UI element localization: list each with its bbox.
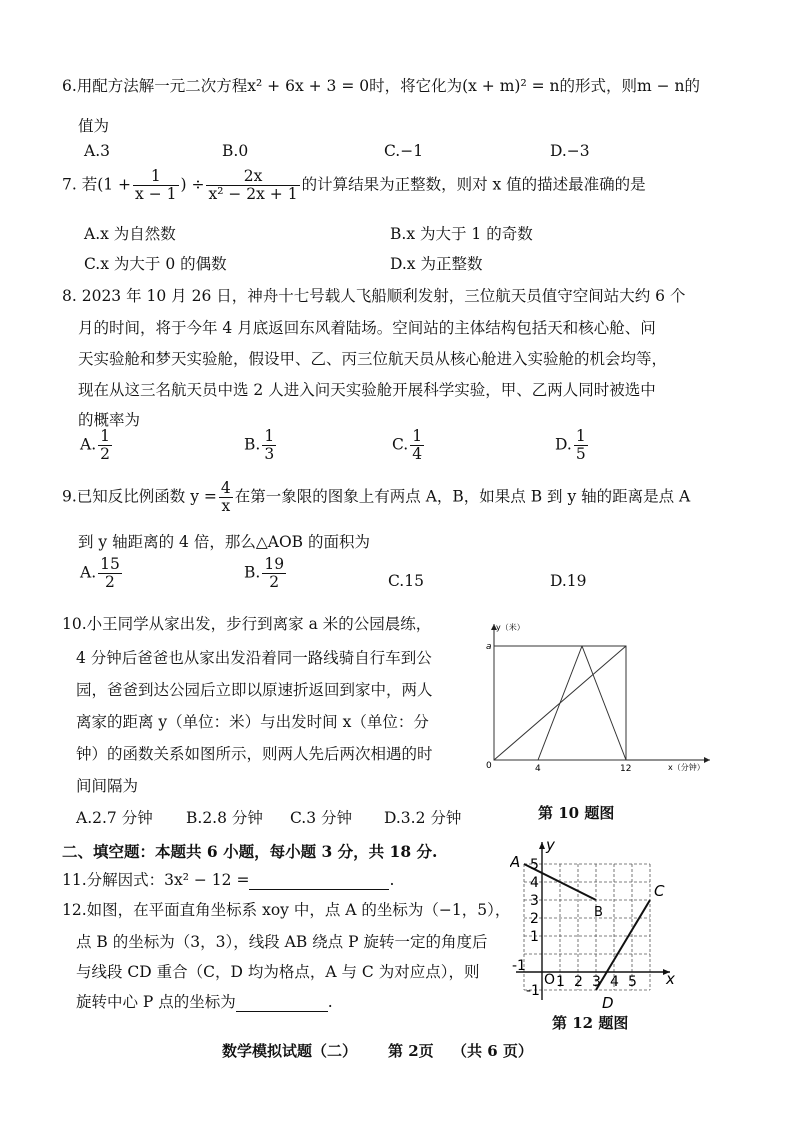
q10-tick-4: 4: [535, 764, 541, 774]
q12-grid: [524, 864, 650, 990]
q10-line-4: 离家的距离 y（单位：米）与出发时间 x（单位：分: [76, 713, 429, 731]
q8-line-3: 天实验舱和梦天实验舱，假设甲、乙、丙三位航天员从核心舱进入实验舱的机会均等，: [78, 350, 668, 368]
q9-b-num: 19: [264, 555, 285, 573]
q12-point-a: A: [510, 853, 521, 871]
q8-b-den: 3: [264, 445, 275, 463]
q12-y-label: y: [546, 836, 555, 854]
q12-ytick-3: 3: [530, 893, 539, 909]
q6-option-c: C.−1: [384, 142, 424, 160]
q10-line-5: 钟）的函数关系如图所示，则两人先后两次相遇的时: [76, 745, 433, 763]
q7-f2-den: x² − 2x + 1: [208, 185, 298, 203]
q10-tick-12: 12: [620, 764, 632, 774]
q12-suffix: .: [327, 993, 333, 1011]
q7-f2-num: 2x: [206, 168, 299, 186]
q7-stem: [62, 168, 646, 203]
q10-option-a: A.2.7 分钟: [76, 809, 153, 827]
q12-xtick-1: 1: [556, 974, 565, 990]
q12-xtick-2: 2: [574, 974, 583, 990]
q12-line-4-text: 旋转中心 P 点的坐标为: [76, 993, 236, 1011]
q12-line-3: 与线段 CD 重合（C，D 均为格点，A 与 C 为对应点），则: [76, 963, 480, 981]
q10-option-c: C.3 分钟: [290, 809, 353, 827]
q10-dad-out-line: [538, 646, 582, 760]
q12-y-arrow: [539, 842, 545, 849]
q7-fraction-2: [206, 168, 299, 203]
q12-xtick-4: 4: [610, 974, 619, 990]
q10-a-label: a: [486, 642, 492, 652]
q8-a-num: 1: [100, 427, 110, 445]
q9-prefix: 9.已知反比例函数 y =: [62, 487, 217, 506]
q10-origin-label: 0: [486, 761, 492, 771]
q12-xtick-5: 5: [628, 974, 637, 990]
section-2-heading: 二、填空题：本题共 6 小题，每小题 3 分，共 18 分.: [62, 842, 438, 861]
q12-caption: 第 12 题图: [552, 1014, 629, 1032]
q9-f-num: 4: [220, 479, 231, 497]
q8-b-num: 1: [264, 427, 275, 445]
q9-a-num: 15: [100, 555, 120, 573]
q8-c-num: 1: [412, 427, 423, 445]
q10-x-arrow: [704, 757, 710, 763]
q9-option-d: D.19: [550, 572, 587, 590]
q10-graph: [480, 618, 720, 778]
q12-ytick-2: 2: [530, 911, 539, 927]
q10-option-b: B.2.8 分钟: [186, 809, 263, 827]
q8-option-d: [555, 428, 590, 463]
q7-mid: ) ÷: [180, 175, 205, 194]
q9-suffix: 在第一象限的图象上有两点 A，B，如果点 B 到 y 轴的距离是点 A: [234, 487, 691, 506]
q12-xtick-neg1: -1: [512, 958, 526, 974]
q12-graph: [510, 832, 690, 1012]
q7-prefix: 7. 若(1 +: [62, 175, 132, 194]
q8-option-b: [244, 428, 278, 463]
q12-segment-cd: [596, 900, 650, 990]
q12-point-d: D: [602, 994, 614, 1012]
q10-line-2: 4 分钟后爸爸也从家出发沿着同一路线骑自行车到公: [76, 649, 432, 667]
q10-line-3: 园，爸爸到达公园后立即以原速折返回到家中，两人: [76, 681, 433, 699]
q7-option-d: D.x 为正整数: [390, 255, 483, 273]
q11-prefix: 11.分解因式：3x² − 12 =: [62, 871, 250, 889]
q7-option-b: B.x 为大于 1 的奇数: [390, 225, 533, 243]
q6-option-d: D.−3: [550, 142, 590, 160]
q12-answer-blank[interactable]: [236, 993, 328, 1012]
q9-line2: 到 y 轴距离的 4 倍，那么△AOB 的面积为: [78, 533, 370, 551]
q6-line1: 6.用配方法解一元二次方程x² + 6x + 3 = 0时，将它化为(x + m)² = n的形式，则m − n的: [62, 77, 701, 95]
footer-total: （共 6 页）: [452, 1042, 533, 1060]
q8-line-2: 月的时间，将于今年 4 月底返回东风着陆场。空间站的主体结构包括天和核心舱、问: [78, 319, 656, 337]
q8-option-c-label: C.: [392, 435, 409, 454]
q8-line-4: 现在从这三名航天员中选 2 人进入问天实验舱开展科学实验，甲、乙两人同时被选中: [78, 381, 656, 399]
q8-line-1: 8. 2023 年 10 月 26 日，神舟十七号载人飞船顺利发射，三位航天员值守空间站大约 6 个: [62, 287, 686, 305]
q6-option-b: B.0: [222, 142, 249, 160]
q7-fraction-1: [133, 168, 178, 203]
q12-line-4: [76, 990, 333, 1012]
q8-d-num: 1: [575, 427, 586, 445]
q8-a-den: 2: [100, 445, 110, 463]
q10-line-1: 10.小王同学从家出发，步行到离家 a 米的公园晨练，: [62, 615, 432, 633]
q6-option-a: A.3: [84, 142, 110, 160]
q8-option-b-label: B.: [244, 435, 261, 454]
q10-line-6: 间间隔为: [76, 777, 139, 795]
q12-ytick-5: 5: [530, 857, 539, 873]
q10-ylabel: y（米）: [496, 623, 525, 632]
q12-line-1: 12.如图，在平面直角坐标系 xoy 中，点 A 的坐标为（−1，5），: [62, 901, 511, 919]
q9-option-b: [244, 556, 288, 591]
q12-point-c: C: [654, 882, 665, 900]
q9-fraction: [219, 480, 233, 515]
q12-xtick-3: 3: [592, 974, 601, 990]
q9-option-b-label: B.: [244, 563, 261, 582]
q8-option-c: [392, 428, 426, 463]
q7-f1-den: x − 1: [135, 185, 177, 203]
q8-d-den: 5: [575, 445, 586, 463]
q10-caption: 第 10 题图: [538, 804, 615, 822]
q6-line2: 值为: [78, 117, 110, 135]
q7-option-c: C.x 为大于 0 的偶数: [84, 255, 227, 273]
q7-suffix: 的计算结果为正整数，则对 x 值的描述最准确的是: [301, 175, 646, 194]
q9-option-a-label: A.: [80, 563, 97, 582]
footer-page: 第 2页: [388, 1042, 434, 1060]
q9-option-c: C.15: [388, 572, 424, 590]
q10-dad-back-line: [582, 646, 626, 760]
q12-line-2: 点 B 的坐标为（3，3），线段 AB 绕点 P 旋转一定的角度后: [76, 933, 488, 951]
q12-ytick-4: 4: [530, 875, 539, 891]
q8-c-den: 4: [412, 445, 423, 463]
q8-option-a-label: A.: [80, 435, 97, 454]
q10-option-d: D.3.2 分钟: [384, 809, 462, 827]
q12-x-label: x: [666, 970, 675, 988]
q7-option-a: A.x 为自然数: [84, 225, 176, 243]
q8-option-a: [80, 428, 114, 463]
q12-ytick-neg1: -1: [526, 983, 540, 999]
q12-ytick-1: 1: [530, 929, 539, 945]
q8-line-5: 的概率为: [78, 411, 141, 429]
q9-b-den: 2: [269, 573, 280, 591]
q9-a-den: 2: [105, 573, 115, 591]
q9-f-den: x: [221, 497, 231, 515]
q11-suffix: .: [389, 871, 395, 889]
q9-option-a: [80, 556, 124, 591]
q7-f1-num: 1: [133, 168, 178, 186]
q8-option-d-label: D.: [555, 435, 572, 454]
q12-point-b: B: [594, 905, 603, 920]
q10-xlabel: x（分钟）: [668, 763, 705, 772]
q9-stem: [62, 480, 690, 515]
footer-title: 数学模拟试题（二）: [222, 1042, 358, 1060]
q11-stem: [62, 868, 394, 890]
q12-origin-label: O: [544, 972, 556, 988]
q11-answer-blank[interactable]: [249, 871, 389, 890]
